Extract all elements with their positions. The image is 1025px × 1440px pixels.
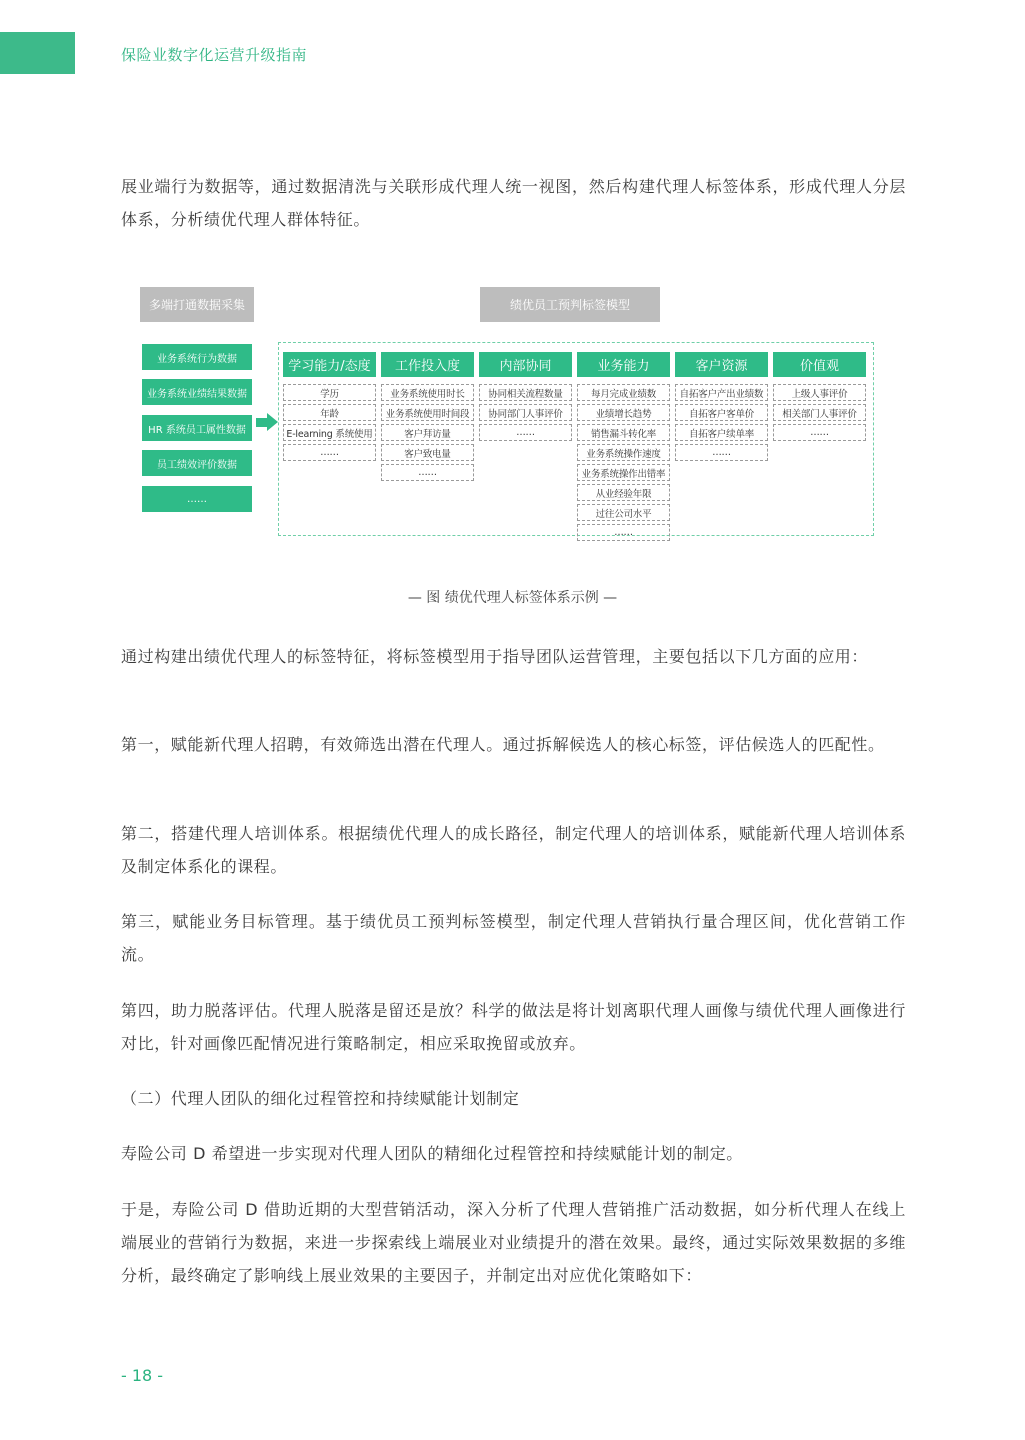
tag-column [773,352,866,444]
agent-tag-diagram [0,0,1025,560]
section-heading: （二）代理人团队的细化过程管控和持续赋能计划制定 [121,1089,520,1108]
tag-item: 客户拜访量 [381,424,474,441]
tag-item: 业务系统使用时长 [381,384,474,401]
tag-column [675,352,768,464]
tag-item: 业务系统操作出错率 [577,464,670,481]
tag-item: 相关部门人事评价 [773,404,866,421]
source-box: 业务系统业绩结果数据 [142,379,252,405]
tag-item: 自拓客户续单率 [675,424,768,441]
column-title: 学习能力/态度 [283,352,376,377]
tag-item: 协同相关流程数量 [479,384,572,401]
data-collection-title: 多端打通数据采集 [140,287,254,322]
source-box: HR 系统员工属性数据 [142,415,252,441]
column-title: 工作投入度 [381,352,474,377]
column-title: 价值观 [773,352,866,377]
tag-item: 年龄 [283,404,376,421]
body-paragraph: 于是，寿险公司 D 借助近期的大型营销活动，深入分析了代理人营销推广活动数据，如分析代理人在线上端展业的营销行为数据，来进一步探索线上端展业对业绩提升的潜在效果。最终，通过实际效果数据的多维分析，最终确定了影响线上展业效果的主要因子，并制定出对应优化策略如下： [121,1200,906,1285]
source-box: 员工绩效评价数据 [142,450,252,476]
tag-item: …… [479,424,572,441]
tag-item: …… [577,524,670,541]
tag-item: 过往公司水平 [577,504,670,521]
source-box: 业务系统行为数据 [142,344,252,370]
tag-item: …… [381,464,474,481]
tag-column [479,352,572,444]
tag-item: 上级人事评价 [773,384,866,401]
body-paragraph: 第二，搭建代理人培训体系。根据绩优代理人的成长路径，制定代理人的培训体系，赋能新代理人培训体系及制定体系化的课程。 [121,824,906,876]
body-paragraph: 第一，赋能新代理人招聘，有效筛选出潜在代理人。通过拆解候选人的核心标签，评估候选人的匹配性。 [121,735,885,754]
body-paragraph: 通过构建出绩优代理人的标签特征，将标签模型用于指导团队运营管理，主要包括以下几方面的应用： [121,647,869,666]
tag-item: 自拓客户客单价 [675,404,768,421]
tag-item: 业绩增长趋势 [577,404,670,421]
body-paragraph: 第三，赋能业务目标管理。基于绩优员工预判标签模型，制定代理人营销执行量合理区间，优化营销工作流。 [121,912,906,964]
intro-paragraph: 展业端行为数据等，通过数据清洗与关联形成代理人统一视图，然后构建代理人标签体系，形成代理人分层体系，分析绩优代理人群体特征。 [121,177,906,229]
tag-item: 学历 [283,384,376,401]
tag-item: 客户致电量 [381,444,474,461]
tag-item: …… [283,444,376,461]
page-number: - 18 - [121,1366,164,1385]
column-title: 客户资源 [675,352,768,377]
tag-column [381,352,474,484]
body-paragraph: 寿险公司 D 希望进一步实现对代理人团队的精细化过程管控和持续赋能计划的制定。 [121,1144,743,1163]
tag-item: 销售漏斗转化率 [577,424,670,441]
tag-item: E-learning 系统使用 [283,424,376,441]
source-box: …… [142,486,252,512]
tag-item: 从业经验年限 [577,484,670,501]
model-title: 绩优员工预判标签模型 [480,287,660,322]
figure-caption: — 图 绩优代理人标签体系示例 — [407,590,618,606]
tag-item: 每月完成业绩数 [577,384,670,401]
tag-column [577,352,670,544]
tag-item: 业务系统操作速度 [577,444,670,461]
header-title: 保险业数字化运营升级指南 [121,46,308,64]
body-paragraph: 第四，助力脱落评估。代理人脱落是留还是放？科学的做法是将计划离职代理人画像与绩优代理人画像进行对比，针对画像匹配情况进行策略制定，相应采取挽留或放弃。 [121,1001,906,1053]
column-title: 业务能力 [577,352,670,377]
tag-item: 自拓客户产出业绩数 [675,384,768,401]
tag-column [283,352,376,464]
tag-item: 业务系统使用时间段 [381,404,474,421]
column-title: 内部协同 [479,352,572,377]
tag-item: …… [773,424,866,441]
tag-item: …… [675,444,768,461]
tag-item: 协同部门人事评价 [479,404,572,421]
